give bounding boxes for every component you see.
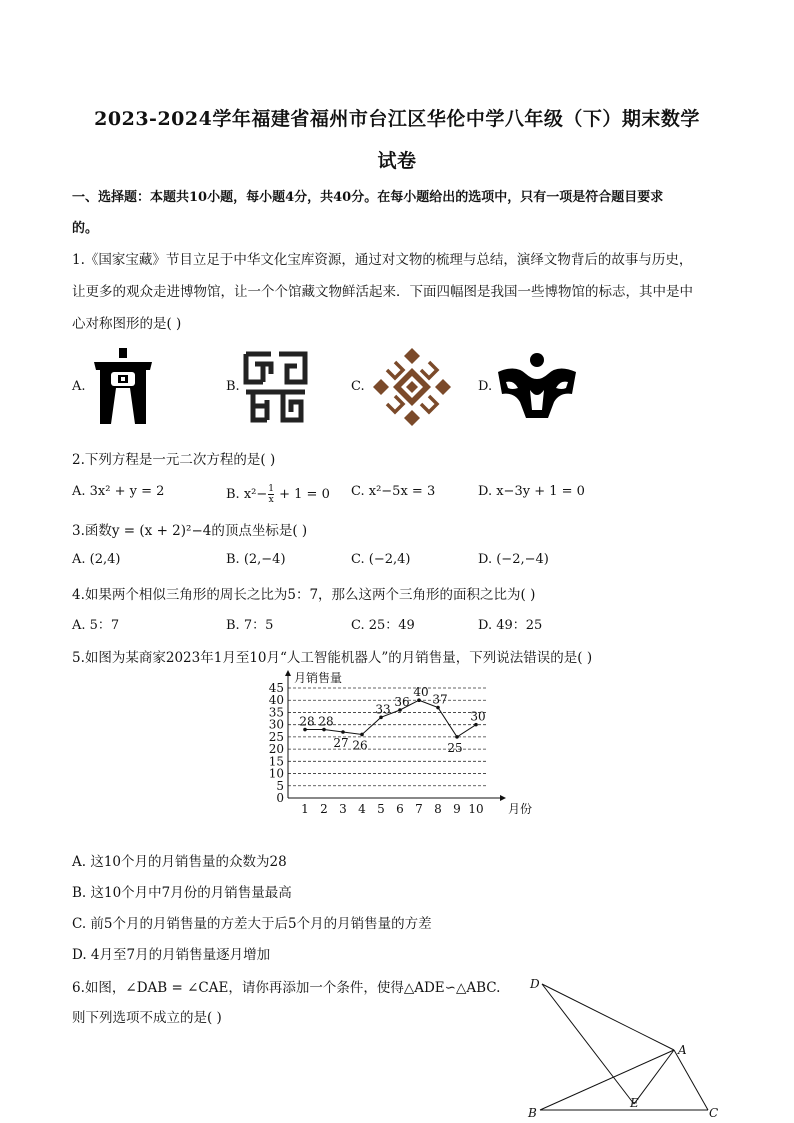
x-tick-label: 10 (468, 802, 484, 816)
q1-stem-line1: 1.《国家宝藏》节目立足于中华文化宝库资源，通过对文物的梳理与总结，演绎文物背后的故事与历史， (72, 252, 693, 268)
data-label: 40 (413, 685, 429, 700)
data-label: 28 (318, 714, 334, 729)
segment-de (542, 984, 634, 1104)
y-tick-label: 5 (276, 778, 284, 793)
q1-option-a-label: A. (72, 379, 86, 394)
q1-stem-line3: 心对称图形的是( ) (72, 316, 182, 332)
y-axis-title: 月销售量 (294, 671, 343, 685)
x-axis-title: 月份 (508, 802, 533, 816)
y-tick-label: 10 (268, 766, 284, 781)
y-tick-label: 35 (268, 705, 284, 720)
q1-option-c-label: C. (351, 379, 365, 394)
x-tick-label: 8 (434, 802, 442, 816)
point-label-e: E (630, 1096, 639, 1110)
museum-logo-d-icon (496, 350, 578, 420)
q5-option-d: D. 4月至7月的月销售量逐月增加 (72, 947, 271, 963)
data-label: 36 (394, 695, 410, 709)
q5-option-a: A. 这10个月的月销售量的众数为28 (72, 854, 287, 870)
x-tick-label: 9 (453, 802, 461, 816)
museum-logo-c-icon (373, 348, 451, 426)
x-tick-label: 2 (320, 802, 328, 816)
y-tick-label: 0 (276, 791, 284, 805)
page-title-continued: 试卷 (377, 150, 417, 172)
segment-ae (634, 1050, 674, 1104)
data-label: 27 (333, 736, 349, 750)
q2-option-c: C. x²−5x = 3 (351, 484, 436, 499)
section-heading: 一、选择题：本题共10小题，每小题4分，共40分。在每小题给出的选项中，只有一项是符合题目要求 (72, 190, 664, 205)
q5-option-b: B. 这10个月中7月份的月销售量最高 (72, 885, 292, 901)
q4-option-c: C. 25：49 (351, 618, 415, 633)
q4-option-d: D. 49：25 (478, 618, 543, 633)
q2-option-a: A. 3x² + y = 2 (72, 484, 165, 499)
data-point (360, 733, 364, 737)
x-tick-label: 4 (358, 802, 366, 816)
y-tick-label: 30 (268, 717, 284, 732)
point-label-d: D (530, 977, 540, 991)
y-tick-label: 25 (268, 729, 284, 744)
q3-option-b: B. (2,−4) (226, 552, 286, 567)
q2-option-b-suffix: + 1 = 0 (275, 487, 330, 502)
data-point (455, 735, 459, 739)
triangle-figure (524, 974, 724, 1120)
q5-option-c: C. 前5个月的月销售量的方差大于后5个月的月销售量的方差 (72, 916, 432, 932)
y-tick-label: 20 (268, 742, 284, 757)
data-label: 25 (447, 740, 463, 755)
q6-stem-line1: 6.如图，∠DAB = ∠CAE，请你再添加一个条件，使得△ADE∽△ABC. (72, 980, 501, 996)
x-tick-label: 6 (396, 802, 404, 816)
y-tick-label: 45 (268, 681, 284, 695)
x-tick-label: 5 (377, 802, 385, 816)
q2-option-b-prefix: B. x²− (226, 487, 268, 502)
x-tick-label: 1 (301, 802, 309, 816)
data-point (341, 730, 345, 734)
section-heading-continued: 的。 (72, 221, 99, 236)
data-label: 33 (375, 702, 391, 717)
q2-fraction-denominator: x (268, 495, 274, 505)
q3-stem: 3.函数y = (x + 2)²−4的顶点坐标是( ) (72, 523, 308, 539)
data-label: 26 (352, 738, 368, 753)
data-label: 37 (432, 692, 448, 707)
segment-ba (540, 1050, 674, 1110)
point-label-b: B (528, 1106, 537, 1120)
point-label-c: C (709, 1106, 719, 1120)
x-axis-arrow (500, 795, 506, 801)
y-tick-label: 40 (268, 693, 284, 708)
q3-option-a: A. (2,4) (72, 552, 121, 567)
y-tick-label: 15 (268, 754, 284, 769)
q4-stem: 4.如果两个相似三角形的周长之比为5：7，那么这两个三角形的面积之比为( ) (72, 587, 536, 603)
monthly-sales-chart (250, 668, 540, 818)
q4-option-a: A. 5：7 (72, 618, 120, 633)
y-axis-arrow (285, 670, 291, 676)
q2-option-d: D. x−3y + 1 = 0 (478, 484, 585, 499)
q4-option-b: B. 7：5 (226, 618, 274, 633)
museum-logo-a-icon (90, 348, 156, 424)
segment-ac (674, 1050, 708, 1110)
q2-option-b-fraction (268, 484, 274, 505)
page-title: 2023-2024学年福建省福州市台江区华伦中学八年级（下）期末数学 (94, 108, 700, 130)
q3-option-d: D. (−2,−4) (478, 552, 549, 567)
point-label-a: A (678, 1043, 687, 1057)
q6-stem-line2: 则下列选项不成立的是( ) (72, 1010, 222, 1026)
q3-option-c: C. (−2,4) (351, 552, 411, 567)
q2-option-b (226, 484, 330, 505)
q5-stem: 5.如图为某商家2023年1月至10月“人工智能机器人”的月销售量，下列说法错误的是( ) (72, 650, 593, 666)
q2-stem: 2.下列方程是一元二次方程的是( ) (72, 452, 276, 468)
q1-stem-line2: 让更多的观众走进博物馆，让一个个馆藏文物鲜活起来．下面四幅图是我国一些博物馆的标志，其中是中 (72, 284, 693, 300)
museum-logo-b-icon (243, 350, 309, 424)
q2-fraction-numerator: 1 (268, 484, 274, 494)
data-label: 28 (299, 714, 315, 729)
segment-da (542, 984, 674, 1050)
data-label: 30 (470, 709, 486, 724)
x-tick-label: 3 (339, 802, 347, 816)
q1-option-d-label: D. (478, 379, 493, 394)
x-tick-label: 7 (415, 802, 423, 816)
q1-option-b-label: B. (226, 379, 240, 394)
